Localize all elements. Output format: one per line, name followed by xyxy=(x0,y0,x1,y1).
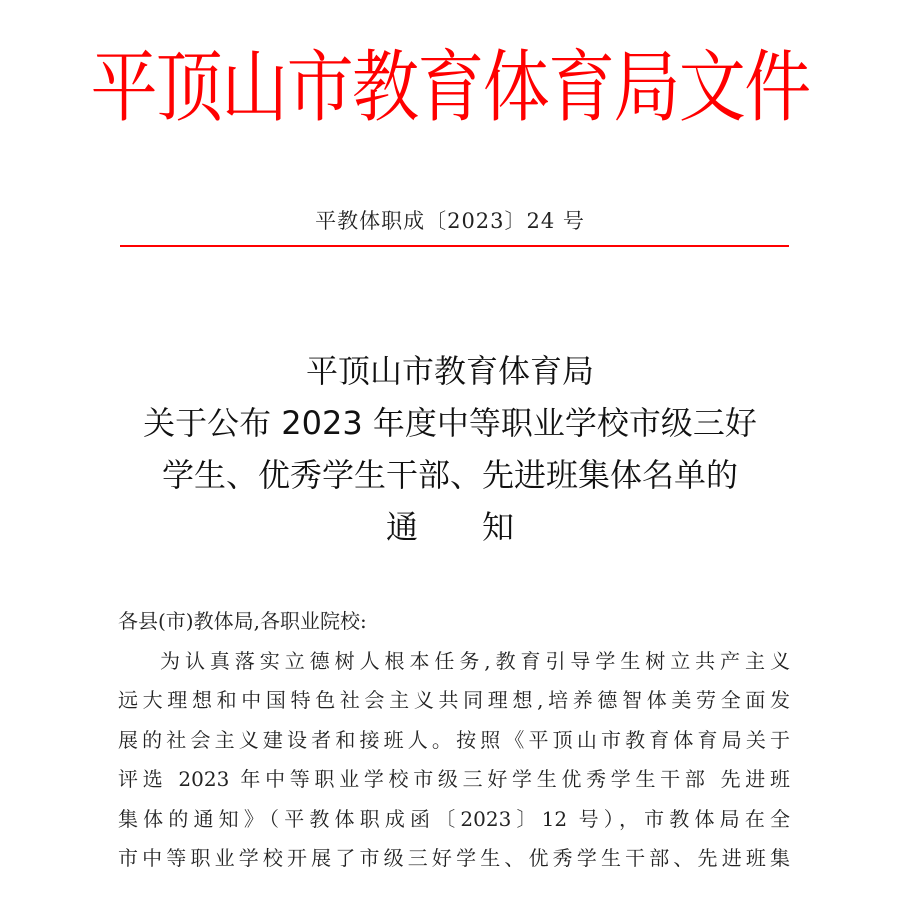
body-paragraph-line: 市中等职业学校开展了市级三好学生、优秀学生干部、先进班集 xyxy=(118,846,790,870)
body-paragraph-line: 远大理想和中国特色社会主义共同理想,培养德智体美劳全面发 xyxy=(118,688,790,712)
title-notice-char-2: 知 xyxy=(482,508,515,546)
body-paragraph-line: 集体的通知》（平教体职成函〔2023〕12 号），市教体局在全 xyxy=(118,806,790,831)
title-line-1: 平顶山市教育体育局 xyxy=(305,352,594,390)
body-paragraph-line: 展的社会主义建设者和接班人。按照《平顶山市教育体育局关于 xyxy=(118,727,790,752)
document-title xyxy=(0,345,900,553)
body-paragraph-line: 为认真落实立德树人根本任务,教育引导学生树立共产主义 xyxy=(160,648,790,673)
title-line-3: 学生、优秀学生干部、先进班集体名单的 xyxy=(161,456,738,494)
body-paragraph-line: 评选 2023 年中等职业学校市级三好学生优秀学生干部 先进班 xyxy=(118,767,790,791)
issuer-red-header: 平顶山市教育体育局文件 xyxy=(90,43,810,133)
title-line-4 xyxy=(0,501,900,553)
red-divider-line xyxy=(120,245,789,247)
document-body xyxy=(118,602,790,879)
title-line-2: 关于公布 2023 年度中等职业学校市级三好 xyxy=(143,404,757,442)
salutation: 各县(市)教体局,各职业院校: xyxy=(118,609,367,633)
document-number: 平教体职成〔2023〕24 号 xyxy=(315,209,585,233)
title-notice-char-1: 通 xyxy=(385,508,418,546)
